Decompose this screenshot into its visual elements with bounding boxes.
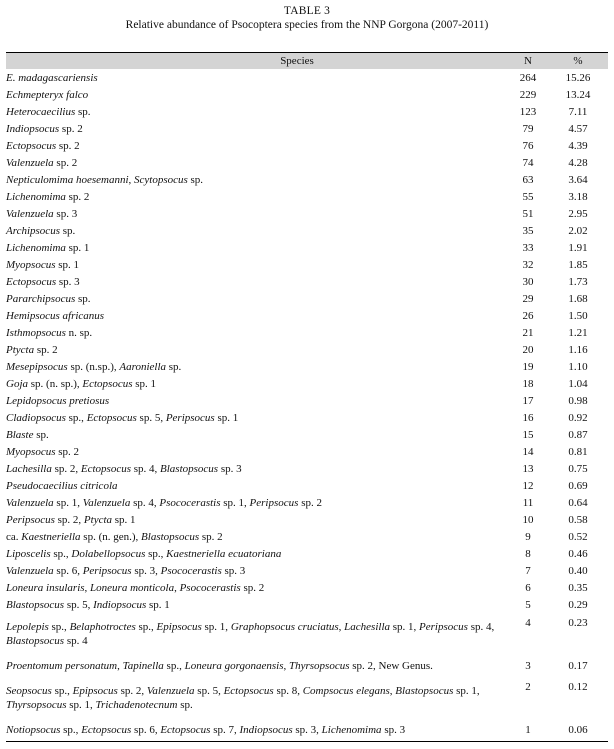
species-text: sp. 3 bbox=[381, 723, 406, 736]
species-text: sp. 1, bbox=[220, 496, 250, 509]
species-cell bbox=[6, 120, 508, 137]
species-text: sp. 1 bbox=[214, 411, 239, 424]
taxon-name: Aaroniella bbox=[119, 360, 167, 373]
table-row bbox=[6, 426, 608, 443]
count-cell: 35 bbox=[522, 224, 534, 237]
count-cell: 63 bbox=[522, 173, 534, 186]
header-n: N bbox=[508, 53, 548, 70]
table-row bbox=[6, 222, 608, 239]
species-cell bbox=[6, 154, 508, 171]
taxon-name: Valenzuela bbox=[146, 685, 195, 697]
species-text: sp. 2 bbox=[240, 581, 265, 594]
species-text: sp. 2, bbox=[54, 513, 84, 526]
species-text: , bbox=[128, 173, 135, 186]
percent-cell: 0.75 bbox=[568, 462, 588, 475]
taxon-name: Peripsocus bbox=[249, 496, 299, 509]
table-row bbox=[6, 290, 608, 307]
taxon-name: E. madagascariensis bbox=[6, 71, 98, 84]
percent-cell: 0.40 bbox=[568, 564, 588, 577]
species-cell bbox=[6, 545, 508, 562]
percent-cell: 0.58 bbox=[568, 513, 588, 526]
species-cell bbox=[6, 273, 508, 290]
species-text: sp. bbox=[166, 360, 182, 373]
table-row bbox=[6, 528, 608, 545]
taxon-name: Valenzuela bbox=[6, 496, 54, 509]
table-row bbox=[6, 409, 608, 426]
taxon-name: Notiopsocus bbox=[6, 723, 61, 736]
species-cell bbox=[6, 596, 508, 613]
taxon-name: Mesepipsocus bbox=[6, 360, 68, 373]
table-row bbox=[6, 613, 608, 655]
species-text: sp. bbox=[75, 292, 91, 305]
count-cell: 10 bbox=[522, 513, 534, 526]
species-text: , bbox=[117, 660, 123, 672]
count-cell: 4 bbox=[525, 617, 531, 629]
species-cell bbox=[6, 528, 508, 545]
count-cell: 33 bbox=[522, 241, 534, 254]
count-cell: 76 bbox=[522, 139, 534, 152]
table-row bbox=[6, 460, 608, 477]
percent-cell: 0.23 bbox=[568, 617, 588, 629]
species-cell bbox=[6, 341, 508, 358]
species-text: sp. 3 bbox=[53, 207, 78, 220]
species-text: sp. 6, bbox=[131, 723, 161, 736]
table-row bbox=[6, 579, 608, 596]
species-text: sp. 8, bbox=[273, 685, 303, 697]
species-text: sp., bbox=[50, 547, 72, 560]
taxon-name: Blastopsocus bbox=[160, 462, 219, 475]
count-cell: 2 bbox=[525, 681, 531, 693]
species-text: sp. (n.sp.), bbox=[67, 360, 120, 373]
species-cell bbox=[6, 188, 508, 205]
taxon-name: Graphopsocus cruciatus bbox=[230, 621, 339, 633]
taxon-name: Ectopsocus bbox=[160, 723, 211, 736]
taxon-name: Lachesilla bbox=[344, 621, 391, 633]
taxon-name: Liposcelis bbox=[6, 547, 51, 560]
taxon-name: Nepticulomima hoesemanni bbox=[6, 173, 129, 186]
species-text: sp. 2 bbox=[34, 343, 58, 356]
count-cell: 20 bbox=[522, 343, 534, 356]
percent-cell: 4.39 bbox=[568, 139, 588, 152]
species-text: sp. 3 bbox=[221, 564, 246, 577]
taxon-name: Heterocaecilius bbox=[6, 105, 76, 118]
taxon-name: Indiopsocus bbox=[6, 122, 60, 135]
percent-cell: 0.35 bbox=[568, 581, 588, 594]
species-text: sp. 4, bbox=[130, 496, 160, 509]
percent-cell: 1.91 bbox=[568, 241, 588, 254]
table-row bbox=[6, 341, 608, 358]
count-cell: 8 bbox=[525, 547, 531, 560]
percent-cell: 15.26 bbox=[565, 71, 591, 84]
table-row bbox=[6, 120, 608, 137]
percent-cell: 13.24 bbox=[565, 88, 591, 101]
species-cell bbox=[6, 477, 508, 494]
species-text: sp. 2 bbox=[65, 190, 90, 203]
table-title: Relative abundance of Psocoptera species from the NNP Gorgona (2007-2011) bbox=[125, 19, 489, 31]
taxon-name: Blastopsocus bbox=[395, 685, 454, 697]
percent-cell: 0.29 bbox=[568, 598, 588, 611]
percent-cell: 2.95 bbox=[568, 207, 588, 220]
taxon-name: Blastopsocus bbox=[141, 530, 200, 543]
table-row bbox=[6, 154, 608, 171]
count-cell: 3 bbox=[525, 660, 531, 672]
species-cell bbox=[6, 426, 508, 443]
species-text: sp. 6, bbox=[53, 564, 83, 577]
taxon-name: Archipsocus bbox=[6, 224, 60, 237]
count-cell: 123 bbox=[519, 105, 537, 118]
percent-cell: 2.02 bbox=[568, 224, 588, 237]
species-text: sp. 1 bbox=[146, 598, 170, 611]
species-text: sp. 1 bbox=[132, 377, 157, 390]
count-cell: 19 bbox=[522, 360, 534, 373]
percent-cell: 1.50 bbox=[568, 309, 588, 322]
table-row bbox=[6, 677, 608, 719]
taxon-name: Lepolepis bbox=[6, 621, 49, 633]
species-text: sp. 1, bbox=[53, 496, 83, 509]
species-cell bbox=[6, 460, 508, 477]
percent-cell: 4.28 bbox=[568, 156, 588, 169]
count-cell: 6 bbox=[525, 581, 531, 594]
table-row bbox=[6, 256, 608, 273]
species-text: sp. 1, bbox=[390, 621, 420, 633]
taxon-name: Trichadenotecnum bbox=[95, 699, 178, 711]
table-row bbox=[6, 188, 608, 205]
table-row bbox=[6, 655, 608, 677]
percent-cell: 1.04 bbox=[568, 377, 588, 390]
percent-cell: 1.21 bbox=[568, 326, 588, 339]
species-text: sp. bbox=[33, 428, 49, 441]
species-text: sp. 1, bbox=[66, 699, 96, 711]
taxon-name: Blastopsocus bbox=[6, 598, 65, 611]
table-row bbox=[6, 443, 608, 460]
percent-cell: 0.46 bbox=[568, 547, 588, 560]
species-text: sp. 2, bbox=[117, 685, 147, 697]
species-text: sp. 1, bbox=[453, 685, 480, 697]
count-cell: 26 bbox=[522, 309, 534, 322]
percent-cell: 0.92 bbox=[568, 411, 588, 424]
species-text: , bbox=[174, 581, 180, 594]
table-row bbox=[6, 494, 608, 511]
percent-cell: 0.98 bbox=[568, 394, 588, 407]
count-cell: 29 bbox=[522, 292, 534, 305]
percent-cell: 0.64 bbox=[568, 496, 588, 509]
species-text: sp. 3, bbox=[131, 564, 161, 577]
species-text: sp., bbox=[51, 685, 73, 697]
taxon-name: Ectopsocus bbox=[81, 723, 132, 736]
species-text: sp. bbox=[177, 699, 193, 711]
taxon-name: Thyrsopsocus bbox=[288, 660, 350, 672]
table-row bbox=[6, 392, 608, 409]
percent-cell: 3.18 bbox=[568, 190, 588, 203]
taxon-name: Isthmopsocus bbox=[6, 326, 66, 339]
count-cell: 17 bbox=[522, 394, 534, 407]
taxon-name: Epipsocus bbox=[156, 621, 202, 633]
header-percent: % bbox=[548, 53, 608, 70]
count-cell: 5 bbox=[525, 598, 531, 611]
species-text: , bbox=[338, 621, 345, 633]
species-text: sp. 1 bbox=[112, 513, 136, 526]
taxon-name: Blastopsocus bbox=[6, 635, 65, 647]
species-text: sp. 2, bbox=[51, 462, 81, 475]
species-text: sp. 2 bbox=[59, 122, 83, 135]
count-cell: 15 bbox=[522, 428, 534, 441]
count-cell: 79 bbox=[522, 122, 534, 135]
percent-cell: 0.52 bbox=[568, 530, 588, 543]
species-text: sp. 2 bbox=[199, 530, 223, 543]
taxon-name: Blaste bbox=[6, 428, 34, 441]
species-cell bbox=[6, 443, 508, 460]
species-text: , bbox=[84, 581, 91, 594]
taxon-name: Hemipsocus africanus bbox=[6, 309, 105, 322]
species-text: sp. 7, bbox=[210, 723, 240, 736]
species-cell bbox=[6, 579, 508, 596]
species-text: sp. 2 bbox=[298, 496, 322, 509]
count-cell: 32 bbox=[522, 258, 534, 271]
taxon-name: Dolabellopsocus bbox=[71, 547, 146, 560]
count-cell: 55 bbox=[522, 190, 534, 203]
table-row bbox=[6, 307, 608, 324]
species-cell bbox=[6, 290, 508, 307]
percent-cell: 1.73 bbox=[568, 275, 588, 288]
percent-cell: 0.06 bbox=[548, 719, 608, 741]
taxon-name: Proentomum personatum bbox=[6, 660, 118, 672]
species-text: sp. 1 bbox=[55, 258, 80, 271]
species-text: sp. 1 bbox=[65, 241, 90, 254]
count-cell: 11 bbox=[522, 496, 534, 509]
count-cell: 16 bbox=[522, 411, 534, 424]
species-text: sp. (n. sp.), bbox=[28, 377, 83, 390]
percent-cell: 0.69 bbox=[568, 479, 588, 492]
species-text: sp. (n. gen.), bbox=[80, 530, 142, 543]
table-row bbox=[6, 511, 608, 528]
table-row bbox=[6, 358, 608, 375]
count-cell: 229 bbox=[519, 88, 537, 101]
count-cell: 13 bbox=[522, 462, 534, 475]
table-row bbox=[6, 545, 608, 562]
abundance-table bbox=[6, 52, 608, 742]
species-text: sp. 1, bbox=[201, 621, 231, 633]
count-cell: 18 bbox=[522, 377, 534, 390]
taxon-name: Kaestneriella bbox=[21, 530, 81, 543]
percent-cell: 3.64 bbox=[568, 173, 588, 186]
species-text: sp., bbox=[65, 411, 87, 424]
count-cell: 12 bbox=[522, 479, 534, 492]
species-text: sp. bbox=[187, 173, 204, 186]
percent-cell: 7.11 bbox=[568, 105, 588, 118]
taxon-name: Lichenomima bbox=[321, 723, 382, 736]
species-text: sp. 2 bbox=[53, 156, 78, 169]
table-body bbox=[6, 69, 608, 741]
count-cell: 7 bbox=[525, 564, 531, 577]
count-cell: 51 bbox=[522, 207, 534, 220]
species-text: sp. 3, bbox=[292, 723, 322, 736]
species-text: sp. 4 bbox=[64, 635, 88, 647]
table-row bbox=[6, 562, 608, 579]
taxon-name: Pararchipsocus bbox=[6, 292, 76, 305]
species-text: sp., bbox=[48, 621, 70, 633]
species-text: sp. 4, bbox=[467, 621, 495, 633]
count-cell: 74 bbox=[522, 156, 534, 169]
species-cell bbox=[6, 222, 508, 239]
species-text: sp. 3 bbox=[56, 275, 80, 288]
taxon-name: Peripsocus bbox=[419, 621, 468, 633]
species-cell bbox=[6, 256, 508, 273]
table-row bbox=[6, 69, 608, 86]
species-text: sp. 2 bbox=[55, 445, 80, 458]
taxon-name: Valenzuela bbox=[82, 496, 131, 509]
species-cell bbox=[6, 719, 508, 741]
taxon-name: Ptycta bbox=[83, 513, 113, 526]
species-cell bbox=[6, 324, 508, 341]
species-text: sp., bbox=[145, 547, 167, 560]
taxon-name: Lepidopsocus pretiosus bbox=[6, 394, 110, 407]
taxon-name: Seopsocus bbox=[6, 685, 52, 697]
species-text: sp. 5, bbox=[136, 411, 166, 424]
percent-cell: 0.81 bbox=[568, 445, 588, 458]
taxon-name: Pseudocaecilius citricola bbox=[6, 479, 118, 492]
taxon-name: Peripsocus bbox=[165, 411, 215, 424]
taxon-name: Lachesilla bbox=[6, 462, 52, 475]
taxon-name: Ptycta bbox=[6, 343, 35, 356]
taxon-name: Echmepteryx falco bbox=[6, 88, 89, 101]
taxon-name: Scytopsocus bbox=[134, 173, 188, 186]
species-text: sp. bbox=[59, 224, 76, 237]
taxon-name: Thyrsopsocus bbox=[6, 699, 67, 711]
count-cell: 1 bbox=[508, 719, 548, 741]
taxon-name: Psococerastis bbox=[159, 496, 221, 509]
taxon-name: Indiopsocus bbox=[93, 598, 147, 611]
species-text: sp. 2 bbox=[56, 139, 80, 152]
taxon-name: Myopsocus bbox=[6, 258, 56, 271]
taxon-name: Indiopsocus bbox=[239, 723, 293, 736]
count-cell: 21 bbox=[522, 326, 534, 339]
taxon-name: Ectopsocus bbox=[80, 462, 131, 475]
species-text: sp. 5, bbox=[64, 598, 94, 611]
species-text: sp. 4, bbox=[130, 462, 161, 475]
taxon-name: Peripsocus bbox=[82, 564, 132, 577]
table-row bbox=[6, 239, 608, 256]
taxon-name: Ectopsocus bbox=[6, 275, 57, 288]
table-number: TABLE 3 bbox=[283, 5, 331, 17]
table-row bbox=[6, 477, 608, 494]
taxon-name: Ectopsocus bbox=[6, 139, 57, 152]
percent-cell: 4.57 bbox=[568, 122, 588, 135]
species-text: sp., bbox=[163, 660, 185, 672]
species-cell bbox=[6, 69, 508, 86]
species-cell bbox=[6, 137, 508, 154]
taxon-name: Kaestneriella ecuatoriana bbox=[166, 547, 282, 560]
species-text: n. sp. bbox=[65, 326, 93, 339]
taxon-name: Valenzuela bbox=[6, 564, 54, 577]
taxon-name: Psococerastis bbox=[179, 581, 241, 594]
table-row bbox=[6, 596, 608, 613]
percent-cell: 1.16 bbox=[568, 343, 588, 356]
table-row bbox=[6, 273, 608, 290]
species-text: sp., bbox=[135, 621, 157, 633]
species-cell bbox=[6, 655, 508, 677]
table-row bbox=[6, 137, 608, 154]
species-cell bbox=[6, 239, 508, 256]
percent-cell: 0.17 bbox=[568, 660, 588, 672]
table-row bbox=[6, 171, 608, 188]
species-text: sp. 3 bbox=[218, 462, 242, 475]
taxon-name: Loneura gorgonaensis bbox=[184, 660, 284, 672]
species-text: sp. 2, New Genus. bbox=[349, 660, 433, 672]
species-text: sp., bbox=[60, 723, 82, 736]
species-cell bbox=[6, 205, 508, 222]
taxon-name: Belaphotroctes bbox=[69, 621, 136, 633]
species-cell bbox=[6, 409, 508, 426]
species-cell bbox=[6, 562, 508, 579]
taxon-name: Lichenomima bbox=[6, 190, 66, 203]
table-row bbox=[6, 375, 608, 392]
table-row bbox=[6, 719, 608, 741]
taxon-name: Valenzuela bbox=[6, 207, 54, 220]
taxon-name: Ectopsocus bbox=[82, 377, 133, 390]
species-text: , bbox=[389, 685, 396, 697]
species-cell bbox=[6, 171, 508, 188]
taxon-name: Loneura monticola bbox=[90, 581, 175, 594]
taxon-name: Cladiopsocus bbox=[6, 411, 66, 424]
species-text: , bbox=[283, 660, 289, 672]
table-row bbox=[6, 86, 608, 103]
percent-cell: 0.12 bbox=[568, 681, 588, 693]
species-text: sp. 5, bbox=[194, 685, 224, 697]
count-cell: 264 bbox=[519, 71, 537, 84]
percent-cell: 0.87 bbox=[568, 428, 588, 441]
taxon-name: Tapinella bbox=[122, 660, 164, 672]
taxon-name: Loneura insularis bbox=[6, 581, 85, 594]
taxon-name: Psococerastis bbox=[160, 564, 222, 577]
header-row bbox=[6, 53, 608, 70]
percent-cell: 1.68 bbox=[568, 292, 588, 305]
taxon-name: Lichenomima bbox=[6, 241, 66, 254]
count-cell: 9 bbox=[525, 530, 531, 543]
percent-cell: 1.85 bbox=[568, 258, 588, 271]
count-cell: 30 bbox=[522, 275, 534, 288]
header-species: Species bbox=[6, 53, 508, 70]
taxon-name: Valenzuela bbox=[6, 156, 54, 169]
table-row bbox=[6, 103, 608, 120]
table-caption bbox=[0, 0, 614, 32]
species-cell bbox=[6, 392, 508, 409]
count-cell: 14 bbox=[522, 445, 534, 458]
species-cell bbox=[6, 511, 508, 528]
species-cell bbox=[6, 307, 508, 324]
taxon-name: Goja bbox=[6, 377, 28, 390]
taxon-name: Myopsocus bbox=[6, 445, 56, 458]
taxon-name: Epipsocus bbox=[72, 685, 118, 697]
taxon-name: Peripsocus bbox=[6, 513, 55, 526]
species-cell bbox=[6, 677, 508, 719]
species-text: ca. bbox=[6, 530, 22, 543]
species-cell bbox=[6, 494, 508, 511]
taxon-name: Compsocus elegans bbox=[302, 685, 390, 697]
species-cell bbox=[6, 358, 508, 375]
species-cell bbox=[6, 103, 508, 120]
species-cell bbox=[6, 375, 508, 392]
table-row bbox=[6, 324, 608, 341]
taxon-name: Ectopsocus bbox=[86, 411, 137, 424]
species-text: sp. bbox=[75, 105, 91, 118]
taxon-name: Ectopsocus bbox=[223, 685, 274, 697]
species-cell bbox=[6, 86, 508, 103]
percent-cell: 1.10 bbox=[568, 360, 588, 373]
species-cell bbox=[6, 613, 508, 655]
table-row bbox=[6, 205, 608, 222]
